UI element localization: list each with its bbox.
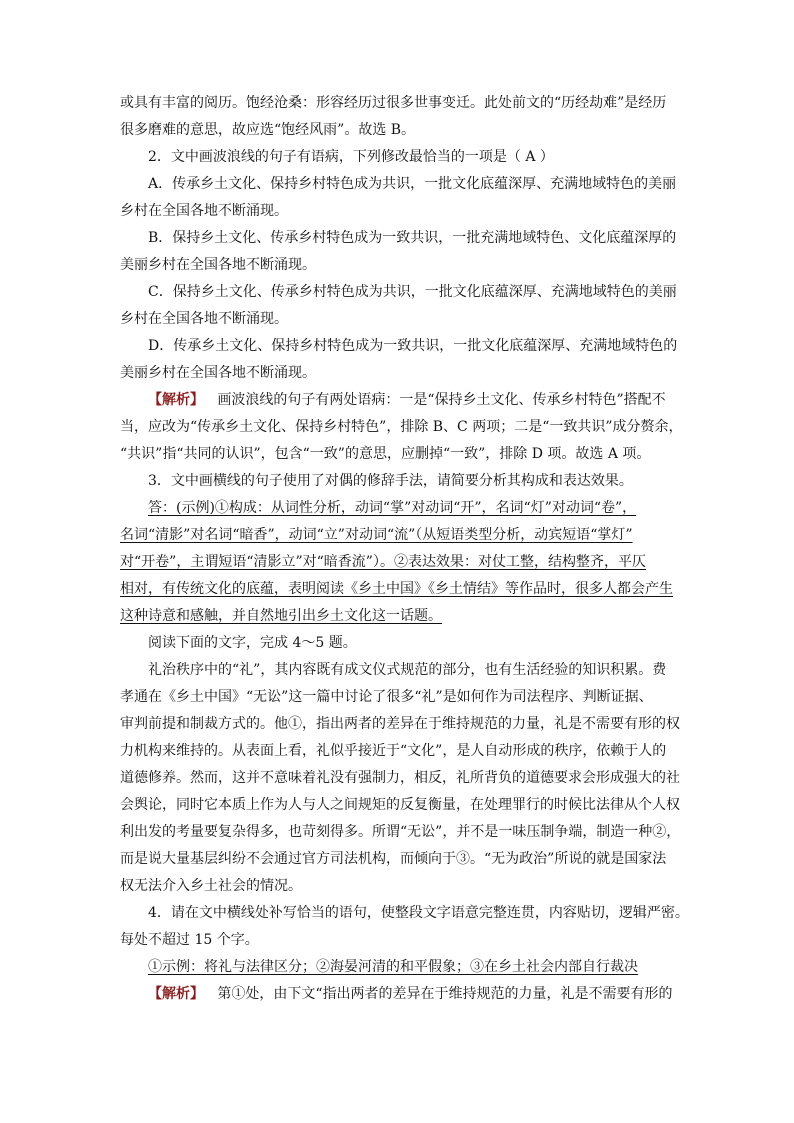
- option-a: A．传承乡土文化、保持乡村特色成为共识，一批文化底蕴深厚、充满地域特色的美丽: [148, 176, 677, 192]
- text-line: “共识”指“共同的认识”，包含“一致”的意思，应删掉“一致”，排除 D 项。故选 A 项。: [120, 446, 651, 462]
- text-line: 美丽乡村在全国各地不断涌现。: [120, 257, 316, 273]
- question-3: 3．文中画横线的句子使用了对偶的修辞手法，请简要分析其构成和表达效果。: [148, 473, 633, 489]
- question-4: 4．请在文中横线处补写恰当的语句，使整段文字语意完整连贯，内容贴切，逻辑严密。: [148, 905, 689, 921]
- passage-line: 权无法介入乡土社会的情况。: [120, 878, 302, 894]
- text-line: 乡村在全国各地不断涌现。: [120, 311, 288, 327]
- passage-line: 审判前提和制裁方式的。他①，指出两者的差异在于维持规范的力量，礼是不需要有形的权: [120, 716, 680, 732]
- passage-line: 而是说大量基层纠纷不会通过官方司法机构，而倾向于③。“无为政治”所说的就是国家法: [120, 851, 667, 867]
- text-line: 很多磨难的意思，故应选“饱经风雨”。故选 B。: [120, 122, 416, 138]
- text-line: 当，应改为“传承乡土文化、保持乡村特色”，排除 B、C 两项；二是“一致共识”成分赘余，: [120, 419, 683, 435]
- passage-line: 会舆论，同时它本质上作为人与人之间规矩的反复衡量，在处理罪行的时候比法律从个人权: [120, 797, 680, 813]
- answer-line: 答：(示例)①构成：从词性分析，动词“掌”对动词“开”，名词“灯”对动词“卷”，: [148, 500, 637, 516]
- text-line: 美丽乡村在全国各地不断涌现。: [120, 365, 316, 381]
- reading-instruction: 阅读下面的文字，完成 4～5 题。: [148, 635, 357, 651]
- answer-line: 名词“清影”对名词“暗香”，动词“立”对动词“流”（从短语类型分析，动宾短语“掌灯”: [120, 527, 633, 543]
- passage-line: 力机构来维持的。从表面上看，礼似乎接近于“文化”，是人自动形成的秩序，依赖于人的: [120, 743, 667, 759]
- analysis-line: [148, 984, 673, 1004]
- question-2: 2．文中画波浪线的句子有语病，下列修改最恰当的一项是（ A ）: [148, 149, 554, 165]
- passage-line: 道德修养。然而，这并不意味着礼没有强制力，相反，礼所背负的道德要求会形成强大的社: [120, 770, 680, 786]
- analysis-tag: 【解析】: [148, 986, 204, 1002]
- answer-line: 相对，有传统文化的底蕴，表明阅读《乡土中国》《乡土情结》等作品时，很多人都会产生: [120, 581, 673, 597]
- option-d: D．传承乡土文化、保持乡村特色成为一致共识，一批文化底蕴深厚、充满地域特色的: [148, 338, 678, 354]
- passage-line: 利出发的考量要复杂得多，也苛刻得多。所谓“无讼”，并不是一味压制争端，制造一种②，: [120, 824, 681, 840]
- answer-line: ①示例：将礼与法律区分；②海晏河清的和平假象；③在乡土社会内部自行裁决: [148, 959, 638, 975]
- text-line: 每处不超过 15 个字。: [120, 932, 259, 948]
- text-line: 或具有丰富的阅历。饱经沧桑：形容经历过很多世事变迁。此处前文的“历经劫难”是经历: [120, 95, 667, 111]
- analysis-tag: 【解析】: [148, 392, 204, 408]
- answer-line: 对“开卷”，主谓短语“清影立”对“暗香流”）。②表达效果：对仗工整，结构整齐，平仄: [120, 554, 646, 570]
- option-c: C．保持乡土文化、传承乡村特色成为共识，一批文化底蕴深厚、充满地域特色的美丽: [148, 284, 677, 300]
- answer-line: 这种诗意和感触，并自然地引出乡土文化这一话题。: [120, 608, 442, 624]
- text-line: 乡村在全国各地不断涌现。: [120, 203, 288, 219]
- passage-line: 礼治秩序中的“礼”，其内容既有成文仪式规范的部分，也有生活经验的知识积累。费: [148, 662, 667, 678]
- option-b: B．保持乡土文化、传承乡村特色成为一致共识，一批充满地域特色、文化底蕴深厚的: [148, 230, 677, 246]
- analysis-line: [148, 390, 666, 410]
- analysis-text: 第①处，由下文“指出两者的差异在于维持规范的力量，礼是不需要有形的: [217, 986, 673, 1002]
- analysis-text: 画波浪线的句子有两处语病：一是“保持乡土文化、传承乡村特色”搭配不: [217, 392, 666, 408]
- passage-line: 孝通在《乡土中国》“无讼”这一篇中讨论了很多“礼”是如何作为司法程序、判断证据、: [120, 689, 653, 705]
